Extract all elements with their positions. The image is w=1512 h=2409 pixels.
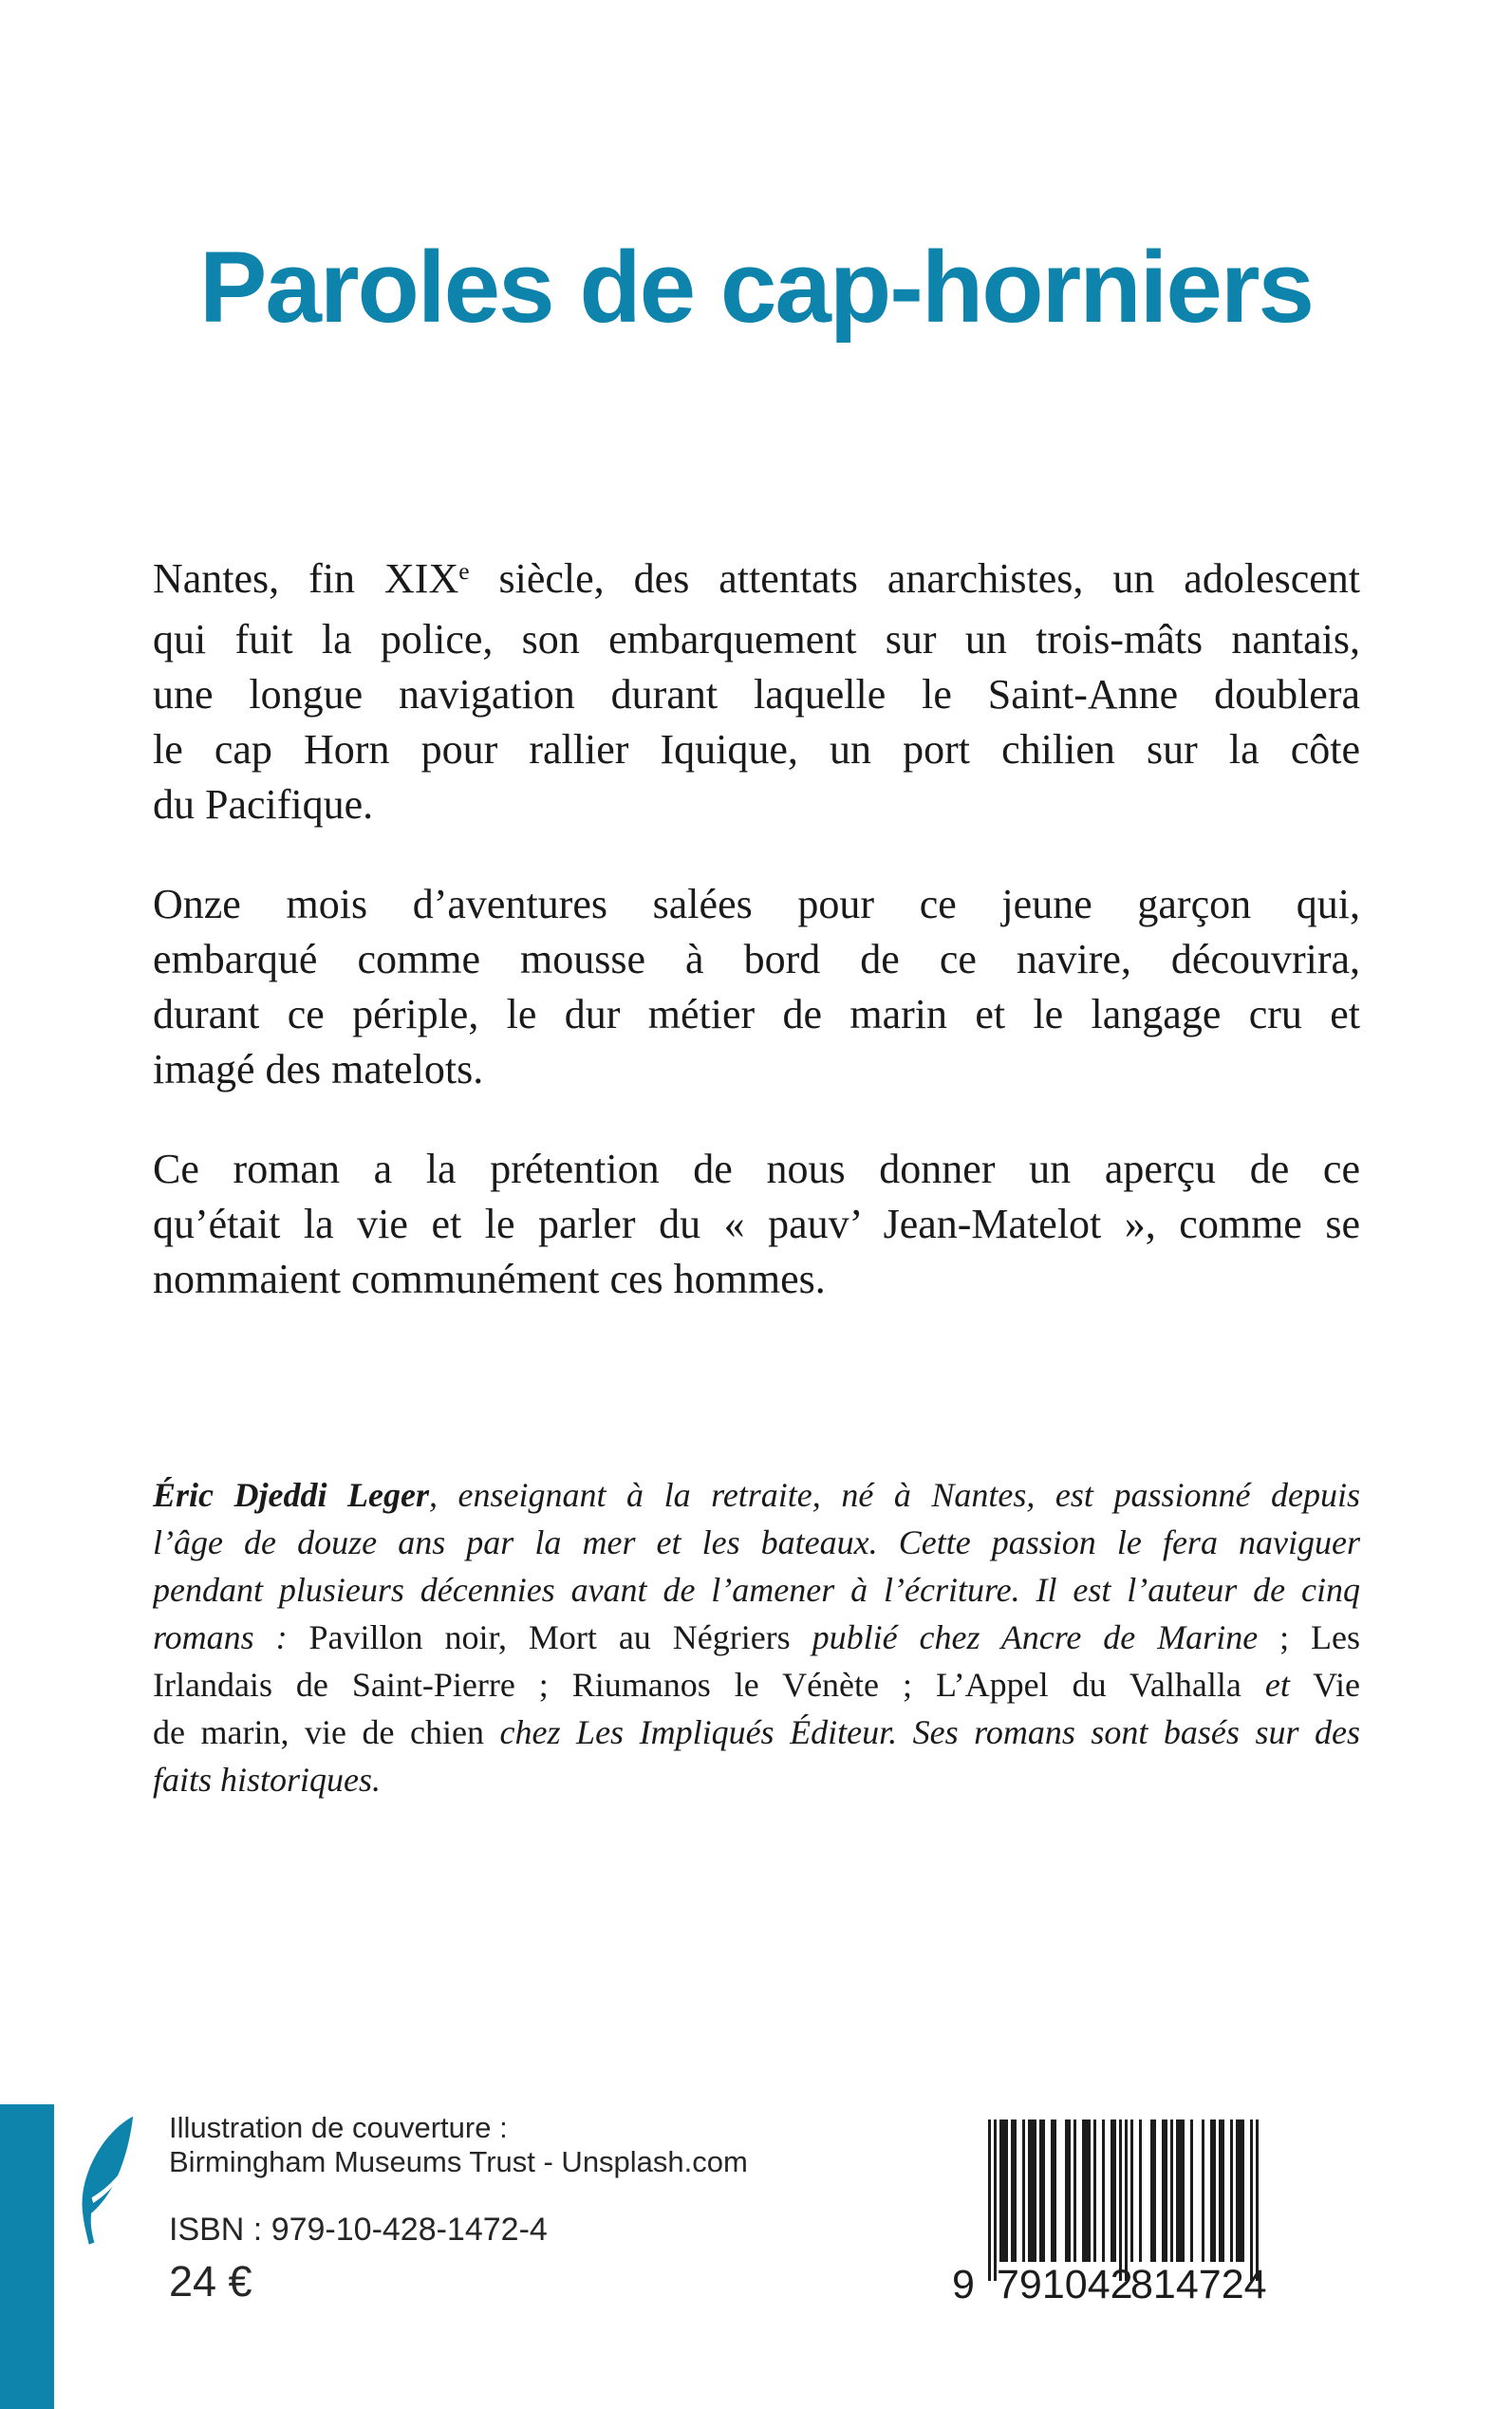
text-segment: nommaient communément ces hommes. — [153, 1256, 826, 1302]
synopsis-paragraph-3 — [153, 1142, 1360, 1307]
barcode-digit: 7 — [997, 2262, 1019, 2307]
text-line — [153, 612, 1360, 667]
text-segment: imagé des matelots. — [153, 1046, 484, 1092]
barcode-bar — [1256, 2120, 1259, 2281]
text-line — [153, 777, 1360, 832]
barcode-bars — [988, 2120, 1259, 2281]
barcode-digit: 1 — [1152, 2262, 1176, 2307]
text-segment: e — [458, 556, 470, 585]
text-segment: qu’était la vie et le parler du « pauv’ Jean-Matelot », comme se — [153, 1201, 1360, 1247]
text-segment: , enseignant à la retraite, né à Nantes, est passionné depuis — [429, 1476, 1360, 1514]
synopsis-paragraph-2 — [153, 877, 1360, 1097]
text-line — [153, 667, 1360, 722]
text-segment: Vie — [1289, 1666, 1360, 1704]
text-segment: Éric Djeddi Leger — [153, 1476, 430, 1514]
feather-quill-icon — [72, 2103, 142, 2259]
text-segment: qui fuit la police, son embarquement sur un trois-mâts nantais, — [153, 616, 1360, 663]
ean13-barcode — [952, 2120, 1267, 2309]
barcode-digit: 8 — [1130, 2262, 1153, 2307]
text-segment: Ce roman a la prétention de nous donner un aperçu de ce — [153, 1146, 1360, 1192]
synopsis-block — [153, 551, 1360, 1352]
barcode-digit: 0 — [1064, 2262, 1088, 2307]
text-segment: chez Les Impliqués Éditeur. Ses romans sont basés sur des — [499, 1713, 1360, 1751]
barcode-digit: 2 — [1110, 2262, 1133, 2307]
isbn-text: ISBN : 979-10-428-1472-4 — [169, 2212, 548, 2248]
barcode-digit-first: 9 — [952, 2262, 975, 2307]
text-line — [153, 1197, 1360, 1252]
text-segment: durant ce périple, le dur métier de marin et le langage cru et — [153, 991, 1360, 1037]
barcode-digit: 7 — [1198, 2262, 1222, 2307]
text-segment: du Pacifique. — [153, 781, 374, 828]
text-segment: une longue navigation durant laquelle le Saint-Anne doublera — [153, 671, 1360, 718]
text-segment: publié chez Ancre de Marine — [812, 1618, 1259, 1656]
text-line — [153, 1471, 1360, 1519]
text-line — [153, 1566, 1360, 1614]
text-line — [153, 1709, 1360, 1756]
text-segment: Nantes, fin XIX — [153, 555, 459, 602]
text-segment: de marin, vie de chien — [153, 1713, 500, 1751]
text-line — [153, 932, 1360, 987]
barcode-digit: 4 — [1087, 2262, 1111, 2307]
illustration-credit — [169, 2111, 748, 2179]
text-segment: ; Les — [1258, 1618, 1360, 1656]
text-segment: Onze mois d’aventures salées pour ce jeune garçon qui, — [153, 881, 1360, 927]
text-line — [153, 987, 1360, 1042]
text-segment: faits historiques. — [153, 1761, 382, 1799]
text-line — [153, 722, 1360, 777]
author-bio — [153, 1471, 1360, 1803]
text-segment: pendant plusieurs décennies avant de l’amener à l’écriture. Il est l’auteur de cinq — [153, 1571, 1360, 1609]
text-line — [153, 1042, 1360, 1097]
text-segment: l’âge de douze ans par la mer et les bateaux. Cette passion le fera naviguer — [153, 1523, 1360, 1561]
text-segment: Irlandais de Saint-Pierre ; Riumanos le Vénète ; L’Appel du Valhalla — [153, 1666, 1265, 1704]
text-line — [153, 877, 1360, 932]
text-line — [153, 1661, 1360, 1709]
text-line — [153, 1756, 1360, 1803]
barcode-digit: 2 — [1221, 2262, 1244, 2307]
price-text: 24 € — [169, 2257, 252, 2306]
spine-accent-stripe — [0, 2104, 54, 2409]
text-segment: le cap Horn pour rallier Iquique, un port chilien sur la côte — [153, 726, 1360, 773]
barcode-digits-left — [997, 2262, 1133, 2307]
book-title: Paroles de cap-horniers — [198, 229, 1314, 344]
barcode-digit: 4 — [1175, 2262, 1199, 2307]
text-segment: embarqué comme mousse à bord de ce navire, découvrira, — [153, 936, 1360, 982]
barcode-digit: 1 — [1041, 2262, 1065, 2307]
barcode-digit: 9 — [1018, 2262, 1042, 2307]
credit-line-1: Illustration de couverture : — [169, 2111, 508, 2144]
text-segment: siècle, des attentats anarchistes, un adolescent — [469, 555, 1360, 602]
synopsis-paragraph-1 — [153, 551, 1360, 832]
barcode-digits-right — [1130, 2262, 1267, 2307]
barcode-digit: 4 — [1243, 2262, 1267, 2307]
text-line — [153, 1252, 1360, 1307]
text-line — [153, 1614, 1360, 1661]
text-line — [153, 1142, 1360, 1197]
text-line — [153, 1519, 1360, 1566]
credit-line-2: Birmingham Museums Trust - Unsplash.com — [169, 2145, 748, 2178]
text-segment: et — [1264, 1666, 1290, 1704]
text-segment: Pavillon noir, Mort au Négriers — [308, 1618, 812, 1656]
text-line — [153, 551, 1360, 612]
text-segment: romans : — [153, 1618, 309, 1656]
